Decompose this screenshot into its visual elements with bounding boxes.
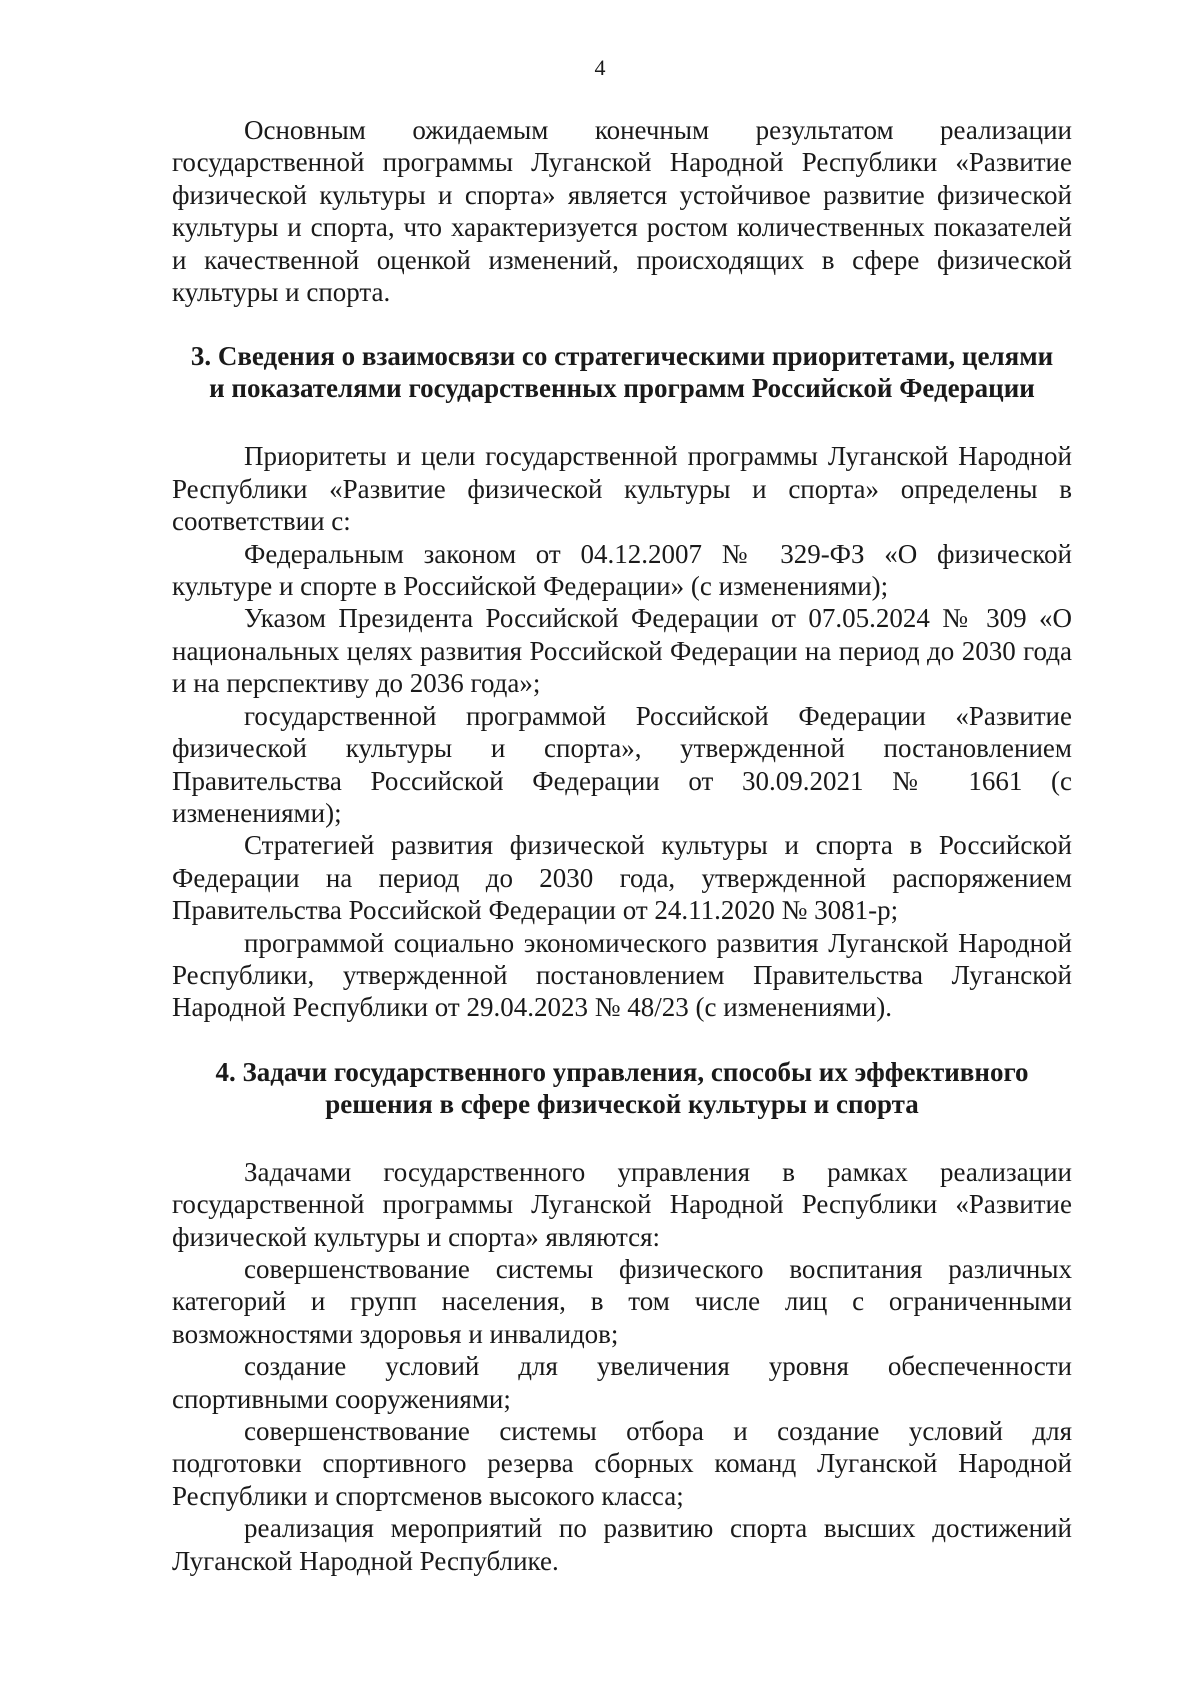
spacer xyxy=(172,308,1072,340)
section-4-list-item: реализация мероприятий по развитию спорта высших достижений Луганской Народной Республике. xyxy=(172,1513,1072,1576)
document-body xyxy=(172,114,1072,1577)
intro-paragraph: Основным ожидаемым конечным результатом реализации государственной программы Луганской Народной Республики «Развитие физической культуры и спорта» является устойчивое развитие физической культуры и спорта, что характеризуется ростом количественных показателей и качественной оценкой изменений, происходящих в сфере физической культуры и спорта. xyxy=(172,115,1072,308)
spacer xyxy=(172,1120,1072,1156)
section-4-heading-line-1: 4. Задачи государственного управления, способы их эффективного xyxy=(215,1056,1029,1087)
page-number: 4 xyxy=(594,55,606,80)
section-4-list-item: совершенствование системы отбора и создание условий для подготовки спортивного резерва сборных команд Луганской Народной Республики и спортсменов высокого класса; xyxy=(172,1416,1072,1511)
section-3-heading-line-2: и показателями государственных программ Российской Федерации xyxy=(209,373,1035,404)
section-4-heading-line-2: решения в сфере физической культуры и спорта xyxy=(325,1088,919,1119)
spacer xyxy=(172,404,1072,440)
section-3 xyxy=(172,340,1072,1023)
section-3-heading-line-1: 3. Сведения о взаимосвязи со стратегическими приоритетами, целями xyxy=(190,341,1054,372)
section-4-heading xyxy=(172,1056,1072,1120)
section-3-list-item: Стратегией развития физической культуры и спорта в Российской Федерации на период до 2030 года, утвержденной распоряжением Правительства Российской Федерации от 24.11.2020 № 3081-р; xyxy=(172,830,1072,926)
section-3-list-item: программой социально экономического развития Луганской Народной Республики, утвержденной постановлением Правительства Луганской Народной Республики от 29.04.2023 № 48/23 (с изменениями). xyxy=(172,927,1072,1023)
section-4-list-item: создание условий для увеличения уровня обеспеченности спортивными сооружениями; xyxy=(172,1351,1072,1414)
section-3-list-item: Указом Президента Российской Федерации от 07.05.2024 № 309 «О национальных целях развития Российской Федерации на период до 2030 года и на перспективу до 2036 года»; xyxy=(172,603,1072,699)
section-4 xyxy=(172,1056,1072,1577)
section-3-list-item: государственной программой Российской Федерации «Развитие физической культуры и спорта», утвержденной постановлением Правительства Российской Федерации от 30.09.2021 № 1661 (с изменениями); xyxy=(172,700,1072,828)
spacer xyxy=(172,1024,1072,1056)
section-3-paragraph: Приоритеты и цели государственной программы Луганской Народной Республики «Развитие физической культуры и спорта» определены в соответствии с: xyxy=(172,441,1072,537)
section-4-list-item: совершенствование системы физического воспитания различных категорий и групп населения, в том числе лиц с ограниченными возможностями здоровья и инвалидов; xyxy=(172,1253,1072,1349)
section-3-heading xyxy=(172,340,1072,404)
section-4-paragraph: Задачами государственного управления в рамках реализации государственной программы Луганской Народной Республики «Развитие физической культуры и спорта» являются: xyxy=(172,1156,1072,1252)
section-3-list-item: Федеральным законом от 04.12.2007 № 329-ФЗ «О физической культуре и спорте в Российской Федерации» (с изменениями); xyxy=(172,538,1072,602)
